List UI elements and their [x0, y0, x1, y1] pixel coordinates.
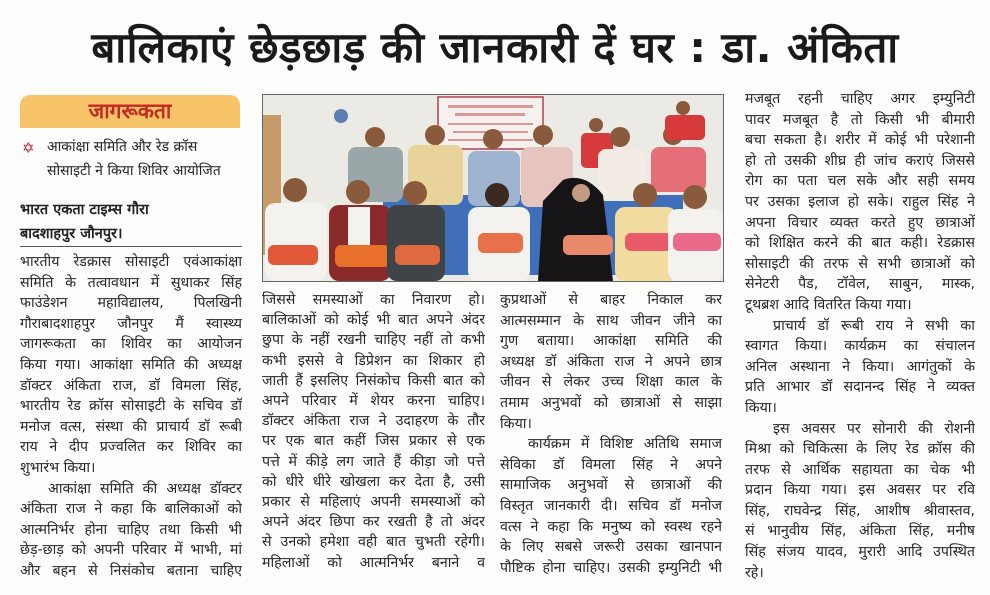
section-kicker [20, 95, 240, 128]
text-line: जिससे समस्याओं का निवारण हो। [262, 292, 485, 308]
text-line: भारतीय रेडक्रास सोसाइटी एवंआकांक्षा [20, 254, 242, 270]
text-line: आकांक्षा समिति की अध्यक्ष डॉक्टर [48, 480, 242, 497]
text-line: सेनेटरी पैड, टॉवेल, साबुन, मास्क, [745, 276, 975, 293]
article-column-3 [500, 290, 722, 578]
text-line: बालिकाओं को कोई भी बात अपने अंदर [262, 312, 485, 329]
text-line: मनोज वत्स, संस्था की प्राचार्य डॉ रूबी [20, 418, 242, 435]
text-line: पौष्टिक होना चाहिए। उसकी इम्युनिटी भी [500, 559, 722, 576]
text-line: विस्तृत जानकारी दी। सचिव डॉ मनोज [500, 497, 722, 514]
star-bullet-icon: ✡ [22, 139, 35, 157]
text-line: किया। [745, 399, 777, 416]
news-photo [262, 94, 724, 282]
text-line: प्राचार्य डॉ रूबी राय ने सभी का [773, 317, 975, 334]
byline-divider [20, 246, 242, 247]
text-line: बचा सकता है। शरीर में कोई भी परेशानी [745, 132, 975, 149]
text-line: रोग का पता चल सके और सही समय [745, 173, 975, 190]
article-column-1 [20, 252, 242, 582]
text-line: सेविका डॉ विमला सिंह ने अपने [500, 456, 722, 473]
text-line: भारतीय रेड क्रॉस सोसाइटी के सचिव डॉ [20, 398, 242, 415]
paragraph [745, 316, 975, 419]
text-line: अंकिता राज ने कहा कि बालिकाओं को [20, 501, 242, 518]
text-line: प्रकार से महिलाएं अपनी समस्याओं को [262, 494, 485, 511]
text-line: मिश्रा को चिकित्सा के लिए रेड क्रॉस की [745, 441, 975, 458]
text-line: आत्मनिर्भर होना चाहिए तथा किसी भी [20, 521, 242, 538]
paragraph [745, 419, 975, 584]
text-line: सं भानुवीय सिंह, अंकिता सिंह, मनीष [745, 523, 975, 540]
text-line: सामाजिक अनुभवों से छात्राओं की [500, 477, 722, 494]
paragraph [20, 252, 242, 479]
paragraph [262, 290, 485, 573]
text-line: कार्यक्रम में विशिष्ट अतिथि समाज [528, 436, 722, 453]
text-line: सिंह संजय यादव, मुरारी आदि उपस्थित [745, 544, 975, 561]
text-line: जागरूकता का शिविर का आयोजन [20, 336, 242, 353]
text-line: वत्स ने कहा कि मनुष्य को स्वस्थ रहने [500, 518, 722, 535]
text-line: डॉक्टर अंकिता राज ने उदाहरण के तौर [262, 413, 485, 430]
text-line: छुपा के नहीं रखनी चाहिए नहीं तो कभी [262, 332, 485, 349]
headline: बालिकाएं छेड़छाड़ की जानकारी दें घर : डा. अंकिता [91, 23, 899, 72]
text-line: आत्मसम्मान के साथ जीवन जीने का [500, 312, 722, 329]
text-line: जाती हैं इसलिए निसंकोच किसी बात को [262, 372, 485, 389]
text-line: अपने परिवार में शेयर करना चाहिए। [262, 393, 485, 410]
text-line: कुप्रथाओं से बाहर निकाल कर [500, 292, 722, 308]
text-line: हो तो उसकी शीघ्र ही जांच कराएं जिससे [745, 152, 975, 169]
text-line: तमाम अनुभवों को छात्राओं से साझा [500, 394, 722, 411]
text-line: किया गया। आकांक्षा समिति की अध्यक्ष [20, 356, 242, 373]
text-line: के लिए सबसे जरूरी उसका खानपान [500, 539, 722, 556]
text-line: को शिक्षित करने की बात कही। रेडक्रास [745, 235, 975, 252]
text-line: फाउंडेशन महाविद्यालय, पिलखिनी [20, 295, 242, 312]
text-line: सोसाइटी की तरफ से सभी छात्राओं को [745, 255, 975, 272]
kicker-label: जागरूकता [88, 99, 172, 123]
subhead-line: सोसाइटी ने किया शिविर आयोजित [47, 163, 221, 179]
paragraph [745, 89, 975, 316]
text-line: स्वागत किया। कार्यक्रम का संचालन [745, 338, 975, 355]
text-line: कभी इससे वे डिप्रेशन का शिकार हो [262, 352, 485, 369]
text-line: इस अवसर पर सोनारी की रोशनी [773, 420, 975, 437]
text-line: पर उसका इलाज हो सके। राहुल सिंह ने [745, 193, 975, 210]
text-line: और बहन से निसंकोच बताना चाहिए [20, 562, 242, 579]
text-line: प्रति आभार डॉ सदानन्द सिंह ने व्यक्त [745, 379, 975, 396]
text-line: अनिल अस्थाना ने किया। आगंतुकों के [745, 358, 975, 375]
text-line: पत्ते में कीड़े लग जाते हैं कीड़ा जो पत्ते [262, 453, 485, 470]
text-line: सिंह, राघवेन्द्र सिंह, आशीष श्रीवास्तव, [745, 502, 975, 519]
paragraph [20, 479, 242, 582]
text-line: जीवन से लेकर उच्च शिक्षा काल के [500, 374, 722, 391]
text-line: शुभारंभ किया। [20, 459, 96, 476]
text-line: अपने अंदर छिपा कर रखती है तो अंदर [262, 514, 485, 531]
paragraph [500, 434, 722, 578]
byline-line: बादशाहपुर जौनपुर। [20, 226, 123, 242]
subhead-line: आकांक्षा समिति और रेड क्रॉस [47, 139, 198, 155]
text-line: प्रदान किया गया। इस अवसर पर रवि [745, 482, 975, 499]
text-line: तरफ से आर्थिक सहायता का चेक भी [745, 461, 975, 478]
article-column-2 [262, 290, 485, 573]
text-line: से उनको हमेशा वही बात चुभती रहेगी। [262, 534, 485, 551]
text-line: अध्यक्ष डॉ अंकिता राज ने अपने छात्र [500, 353, 722, 370]
byline [20, 198, 242, 246]
text-line: अपना विचार व्यक्त करते हुए छात्राओं [745, 214, 975, 231]
subheadline [20, 135, 245, 183]
text-line: गौराबादशाहपुर जौनपुर मैं स्वास्थ्य [20, 315, 242, 332]
text-line: छेड़-छाड़ को अपनी परिवार में भाभी, मां [20, 542, 242, 559]
text-line: गुण बताया। आकांक्षा समिति की [500, 333, 722, 350]
paragraph [500, 290, 722, 434]
byline-line: भारत एकता टाइम्स गौरा [20, 202, 149, 218]
text-line: राय ने दीप प्रज्वलित कर शिविर का [20, 439, 242, 456]
text-line: डॉक्टर अंकिता राज, डॉ विमला सिंह, [20, 377, 242, 394]
group-photo-image [263, 95, 723, 281]
article-column-4 [745, 89, 975, 583]
text-line: रहे। [745, 564, 764, 581]
text-line: महिलाओं को आत्मनिर्भर बनाने व [262, 554, 485, 571]
text-line: पावर मजबूत है तो किसी भी बीमारी [745, 111, 975, 128]
text-line: पर एक बात कहीं जिस प्रकार से एक [262, 433, 485, 450]
text-line: समिति के तत्वावधान में सुधाकर सिंह [20, 274, 242, 291]
text-line: को धीरे धीरे खोखला कर देता है, उसी [262, 473, 485, 490]
text-line: टूथब्रश आदि वितरित किया गया। [745, 296, 912, 313]
text-line: मजबूत रहनी चाहिए अगर इम्युनिटी [745, 91, 975, 107]
text-line: किया। [500, 415, 532, 432]
